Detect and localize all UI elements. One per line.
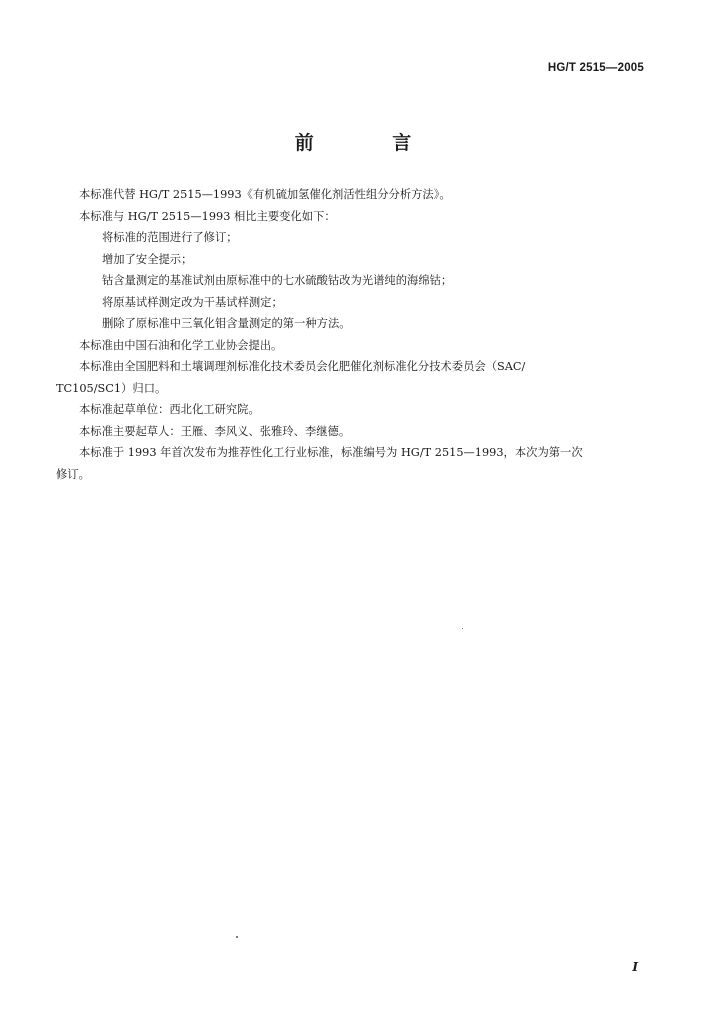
scan-speck bbox=[462, 628, 463, 629]
change-item-molybdenum: 删除了原标准中三氧化钼含量测定的第一种方法。 bbox=[102, 317, 351, 330]
paragraph-replaces: 本标准代替 HG/T 2515—1993《有机硫加氢催化剂活性组分分析方法》。 bbox=[79, 188, 451, 201]
standard-code: HG/T 2515—2005 bbox=[547, 62, 644, 74]
paragraph-changes-intro: 本标准与 HG/T 2515—1993 相比主要变化如下： bbox=[79, 209, 336, 223]
change-item-scope: 将标准的范围进行了修订； bbox=[102, 231, 238, 244]
paragraph-history: 本标准于 1993 年首次发布为推荐性化工行业标准，标准编号为 HG/T 2515—1993，本次为第一次 bbox=[79, 446, 583, 459]
change-item-cobalt: 钴含量测定的基准试剂由原标准中的七水硫酸钴改为光谱纯的海绵钴； bbox=[102, 274, 453, 287]
paragraph-history-cont: 修订。 bbox=[56, 467, 90, 481]
scan-speck bbox=[236, 936, 238, 938]
page-number: I bbox=[632, 960, 638, 974]
paragraph-committee-cont: TC105/SC1）归口。 bbox=[56, 381, 167, 395]
paragraph-committee: 本标准由全国肥料和土壤调理剂标准化技术委员会化肥催化剂标准化分技术委员会（SAC/ bbox=[79, 360, 526, 373]
change-item-dry-basis: 将原基试样测定改为干基试样测定； bbox=[102, 295, 283, 309]
page-title: 前 言 bbox=[294, 132, 448, 154]
foreword-body bbox=[56, 184, 652, 485]
change-item-safety: 增加了安全提示； bbox=[102, 252, 193, 266]
paragraph-drafting-unit: 本标准起草单位：西北化工研究院。 bbox=[79, 403, 260, 416]
paragraph-drafters: 本标准主要起草人：王雁、李风义、张雅玲、李继德。 bbox=[79, 424, 351, 438]
paragraph-proposer: 本标准由中国石油和化学工业协会提出。 bbox=[79, 338, 283, 352]
